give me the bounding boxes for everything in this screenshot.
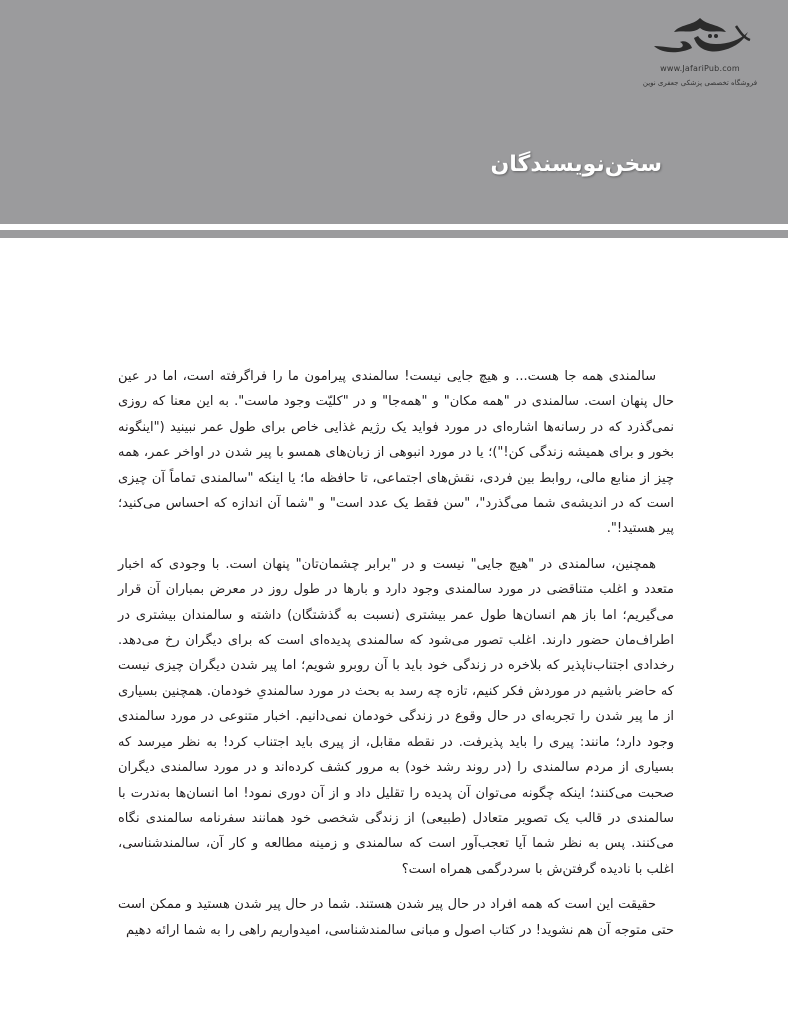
paragraph: حقیقت این است که همه افراد در حال پیر شدن هستند. شما در حال پیر شدن هستید و ممکن است حتی متوجه آن هم نشوید! در کتاب اصول و مبانی سالمندشناسی، امیدواریم راهی را به شما ارائه دهیم [118,897,674,938]
publisher-url: www.JafariPub.com [660,64,740,73]
paragraph: همچنین، سالمندی در "هیچ جایی" نیست و در "برابر چشمان‌تان" پنهان است. با وجودی که اخبار متعدد و اغلب متناقضی در مورد سالمندی وجود دارد و بارها در طول روز در معرض بمباران آن قرار می‌گیریم؛ اما باز هم انسان‌ها طول عمر بیشتری (نسبت به گذشتگان) داشته و سالمندان بیشتری در اطراف‌مان حضور دارند. اغلب تصور می‌شود که سالمندی پدیده‌ای است که برای دیگران رخ می‌دهد. رخدادی اجتناب‌ناپذیر که بلاخره در زندگی خود باید با آن روبرو شویم؛ اما پیر شدن دیگران چیزی نیست که حاضر باشیم در موردش فکر کنیم، تازه چه رسد به بحث در مورد سالمندیِ خودمان. همچنین بسیاری از ما پیر شدن را تجربه‌ای در حال وقوع در زندگی خودمان نمی‌دانیم. اخبار متنوعی در مورد سالمندی وجود دارد؛ مانند: پیری را باید پذیرفت. در نقطه مقابل، از پیری باید اجتناب کرد! به نظر میرسد که بسیاری از مردم سالمندی را (در روند رشد خود) به مرور کشف کرده‌اند و در مورد سالمندی دیگران صحبت می‌کنند؛ اینکه چگونه می‌توان آن پدیده را تقلیل داد و از آن دوری نمود! اما انسان‌ها به‌ندرت با سالمندی در قالب یک تصویر متعادل (طبیعی) از زندگی شخصی خود همانند سفرنامه سالمندی نگاه می‌کنند. پس به نظر شما آیا تعجب‌آور است که سالمندی و زمینه مطالعه و کار آن، سالمندشناسی، اغلب با نادیده گرفتن‌ش با سردرگمی همراه است؟ [118,556,674,877]
header-divider [0,230,788,238]
paragraph: سالمندی همه جا هست... و هیچ جایی نیست! سالمندی پیرامون ما را فراگرفته است، اما در عین حال پنهان است. سالمندی در "همه مکان" و "همه‌جا" و در "کلیّت وجود ماست". به این معنا که روزی نمی‌گذرد که در رسانه‌ها اشاره‌ای در مورد فواید یک رژیم غذایی خاص برای طول عمر نبینید ("اینگونه بخور و برای همیشه زندگی کن!")؛ یا در مورد انبوهی از زبان‌های همسو با پیر شدن در اواخر عمر، همه چیز از منابع مالی، روابط بین فردی، نقش‌های اجتماعی، تا حافظه ما؛ یا اینکه "سالمندی تماماً آن چیزی است که در اندیشه‌ی شما می‌گذرد"، "سن فقط یک عدد است" و "شما آن اندازه که احساس می‌کنید؛ پیر هستید!". [118,369,674,537]
header-band [0,0,788,224]
publisher-logo-icon [640,14,760,62]
chapter-title: سخن‌نویسندگان [490,152,662,177]
publisher-tagline: فروشگاه تخصصی پزشکی جعفری نوین [642,79,758,87]
body-text [118,364,674,953]
publisher-logo [630,14,770,96]
